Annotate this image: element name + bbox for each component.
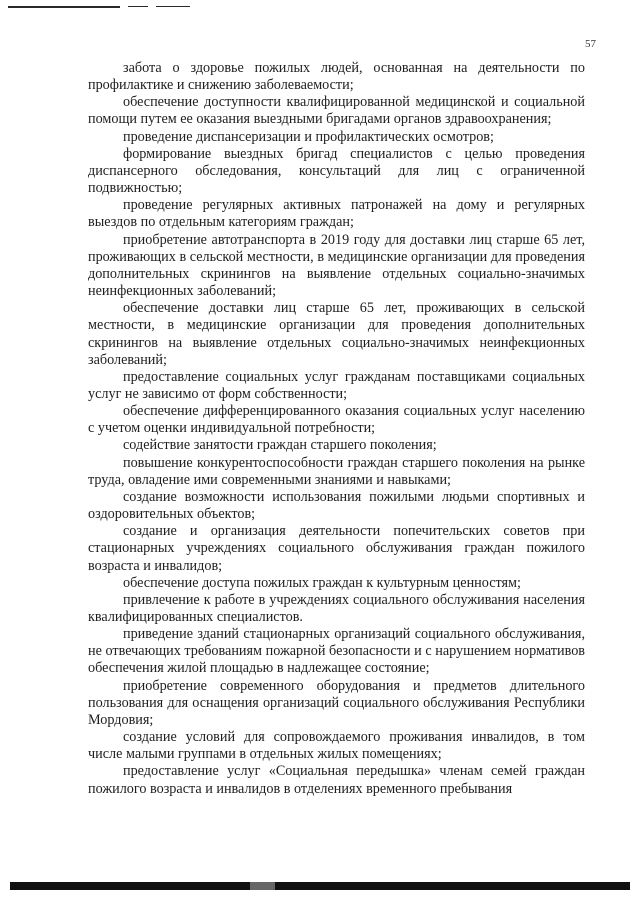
paragraph-7: обеспечение доставки лиц старше 65 лет, проживающих в сельской местности, в медицинские организации для проведения дополнительных скринингов на выявление отдельных социально-значимых неинфекционных заболеваний;: [88, 300, 585, 368]
paragraph-3: проведение диспансеризации и профилактических осмотров;: [123, 128, 494, 145]
paragraph-1: забота о здоровье пожилых людей, основанная на деятельности по профилактике и снижению заболеваемости;: [88, 60, 585, 94]
paragraph-10: содействие занятости граждан старшего поколения;: [123, 437, 437, 454]
document-body: [88, 60, 585, 798]
page-number: 57: [585, 38, 596, 50]
paragraph-15: привлечение к работе в учреждениях социального обслуживания населения квалифицированных специалистов.: [88, 591, 585, 625]
paragraph-4: формирование выездных бригад специалистов с целью проведения диспансерного обследования, консультаций для лиц с ограниченной подвижностью;: [88, 145, 585, 197]
scan-bottom-border: [10, 882, 630, 890]
paragraph-12: создание возможности использования пожилыми людьми спортивных и оздоровительных объектов;: [88, 488, 585, 523]
paragraph-17: приобретение современного оборудования и предметов длительного пользования для оснащения организаций социального обслуживания Республики Мордовия;: [88, 677, 585, 728]
paragraph-18: создание условий для сопровождаемого проживания инвалидов, в том числе малыми группами в отдельных жилых помещениях;: [88, 729, 585, 763]
scan-bottom-border-gap: [250, 882, 275, 890]
paragraph-6: приобретение автотранспорта в 2019 году для доставки лиц старше 65 лет, проживающих в сельской местности, в медицинские организации для проведения дополнительных скринингов на выявление отдельных социально-значимых неинфекционных заболеваний;: [88, 231, 585, 300]
paragraph-11: повышение конкурентоспособности граждан старшего поколения на рынке труда, овладение ими современными знаниями и навыками;: [88, 454, 585, 488]
paragraph-13: создание и организация деятельности попечительских советов при стационарных учреждениях социального обслуживания граждан пожилого возраста и инвалидов;: [88, 523, 585, 574]
scan-artifact-top-middle: [128, 6, 148, 7]
paragraph-9: обеспечение дифференцированного оказания социальных услуг населению с учетом оценки индивидуальной потребности;: [88, 403, 585, 437]
paragraph-5: проведение регулярных активных патронажей на дому и регулярных выездов по отдельным категориям граждан;: [88, 197, 585, 231]
scan-artifact-top-left: [8, 6, 120, 8]
scan-artifact-top-right: [156, 6, 190, 7]
paragraph-14: обеспечение доступа пожилых граждан к культурным ценностям;: [123, 574, 521, 591]
paragraph-16: приведение зданий стационарных организаций социального обслуживания, не отвечающих требованиям пожарной безопасности и с нарушением нормативов обеспечения жилой площадью в надлежащее состояние;: [88, 626, 585, 677]
paragraph-2: обеспечение доступности квалифицированной медицинской и социальной помощи путем ее оказания выездными бригадами органов здравоохранения;: [88, 94, 585, 128]
paragraph-8: предоставление социальных услуг гражданам поставщиками социальных услуг не зависимо от форм собственности;: [88, 368, 585, 402]
paragraph-19: предоставление услуг «Социальная передышка» членам семей граждан пожилого возраста и инвалидов в отделениях временного пребывания: [88, 763, 585, 797]
